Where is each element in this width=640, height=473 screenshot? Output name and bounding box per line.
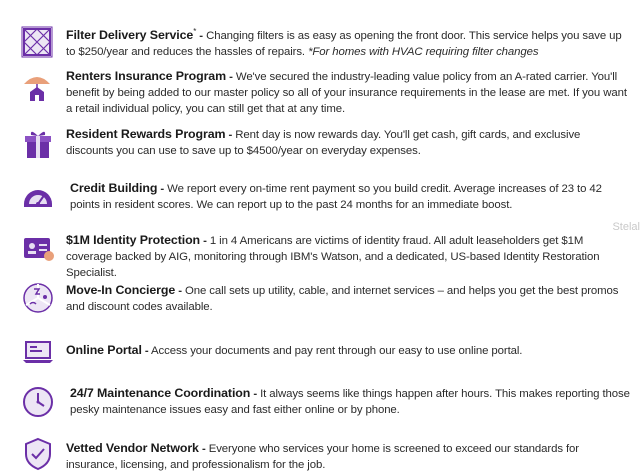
item-description: 1 in 4 Americans are victims of identity fraud. All adult leaseholders get $1M coverage backed by AIG, monitoring through IBM's Watson, and a dedicated, US-based Identity Restoration Specialist.	[66, 235, 600, 279]
item-title: Move-In Concierge	[66, 283, 176, 297]
utilities-pie-icon	[20, 280, 56, 316]
item-description: Everyone who services your home is screened to exceed our standards for insurance, licensing, and professionalism for the job.	[66, 443, 579, 471]
item-footnote: *For homes with HVAC requiring filter changes	[308, 45, 539, 58]
item-title: Renters Insurance Program	[66, 69, 227, 83]
clock-icon	[20, 384, 56, 420]
title-separator: -	[199, 29, 203, 42]
item-title: Credit Building	[70, 181, 158, 195]
umbrella-house-icon	[20, 70, 56, 106]
vendor-shield-icon	[20, 436, 56, 472]
item-title: Vetted Vendor Network	[66, 441, 199, 455]
item-title: Filter Delivery Service	[66, 27, 194, 42]
laptop-portal-icon	[20, 334, 56, 370]
item-title: 24/7 Maintenance Coordination	[70, 386, 251, 400]
title-separator: -	[201, 443, 206, 455]
title-separator: -	[203, 235, 207, 247]
credit-gauge-icon	[20, 180, 56, 216]
item-description: We've secured the industry-leading value policy from an A-rated carrier. You'll benefit by being added to our master policy so all of your insurance requirements in the lease are met. If you want a retail individual policy, you can still get that at any time.	[66, 71, 627, 115]
item-description: Access your documents and pay rent through our easy to use online portal.	[151, 345, 523, 357]
item-description: One call sets up utility, cable, and internet services – and helps you get the best promos and discount codes available.	[66, 285, 619, 313]
title-separator: -	[160, 183, 165, 195]
item-description: Changing filters is as easy as opening the front door. This service helps you save up to $250/year and reduces the hassles of repairs.	[66, 29, 622, 58]
asterisk-mark: *	[193, 27, 197, 36]
title-separator: -	[228, 129, 233, 141]
title-separator: -	[253, 388, 258, 400]
item-title: Resident Rewards Program	[66, 127, 226, 141]
item-description: It always seems like things happen after hours. This makes reporting those pesky maintenance issues easy and fast either online or by phone.	[70, 388, 630, 416]
title-separator: -	[229, 71, 233, 83]
watermark-text: Stelal	[612, 221, 640, 233]
item-title: Online Portal	[66, 343, 142, 357]
id-card-icon	[20, 230, 56, 266]
title-separator: -	[178, 285, 182, 297]
title-separator: -	[144, 345, 149, 357]
item-title: $1M Identity Protection	[66, 233, 201, 247]
air-filter-icon	[20, 24, 56, 60]
item-description: We report every on-time rent payment so you build credit. Average increases of 23 to 42 points in resident scores. We can report up to the past 24 months for an immediate boost.	[70, 183, 602, 211]
gift-icon	[20, 126, 56, 162]
item-description: Rent day is now rewards day. You'll get cash, gift cards, and exclusive discounts you can use to save up to $4500/year on everyday expenses.	[66, 129, 581, 157]
